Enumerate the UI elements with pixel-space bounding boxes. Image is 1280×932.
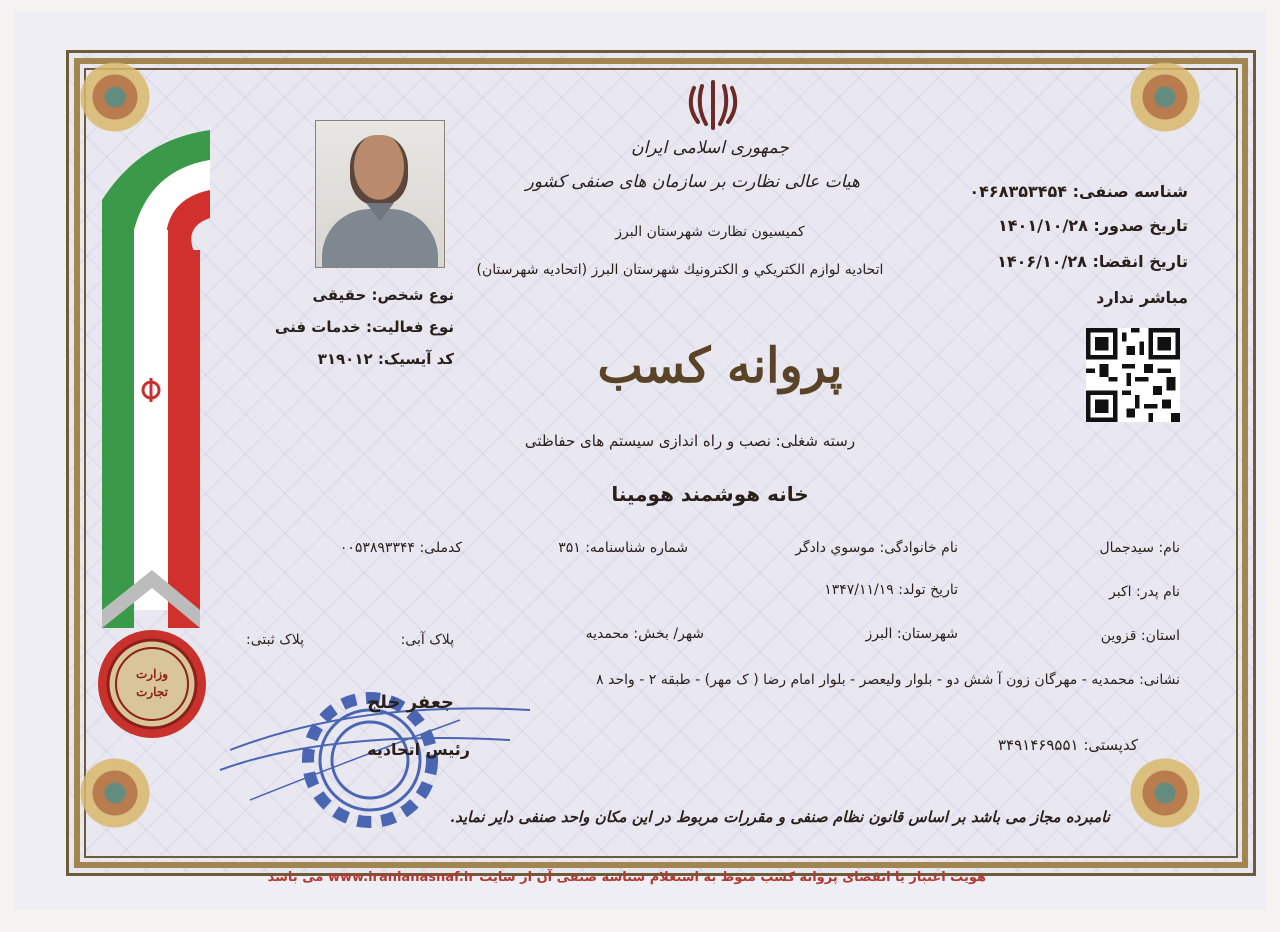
guild-id: شناسه صنفی: ۰۴۶۸۳۵۳۴۵۴	[969, 182, 1188, 201]
activity-type: نوع فعالیت: خدمات فنی	[274, 318, 454, 336]
corner-ornament-bottom-right	[1130, 758, 1200, 828]
header-union: اتحادیه لوازم الکتریکي و الکترونیك شهرستان البرز (اتحادیه شهرستان)	[476, 262, 884, 278]
id-number: شماره شناسنامه: ۳۵۱	[558, 540, 688, 556]
ministry-seal-icon	[96, 628, 208, 740]
registered-plate: پلاک ثبتی:	[246, 632, 304, 648]
county: شهرستان: البرز	[865, 626, 958, 642]
isic-code: کد آیسیک: ۳۱۹۰۱۲	[317, 350, 454, 368]
header-republic: جمهوری اسلامی ایران	[631, 138, 789, 158]
expiry-date: تاریخ انقضا: ۱۴۰۶/۱۰/۲۸	[997, 252, 1188, 271]
svg-text:وزارت: وزارت	[135, 667, 169, 681]
header-commission: کمیسیون نظارت شهرستان البرز	[615, 224, 805, 240]
first-name: نام: سیدجمال	[1099, 540, 1180, 556]
business-name: خانه هوشمند هومینا	[611, 482, 809, 506]
person-type: نوع شخص: حقیقی	[312, 286, 454, 304]
national-code: کدملی: ۰۰۵۳۸۹۳۳۴۴	[339, 540, 462, 556]
corner-ornament-bottom-left	[80, 758, 150, 828]
address: نشانی: محمدیه - مهرگان زون آ شش دو - بلوار ولیعصر - بلوار امام رضا ( ک مهر) - طبقه ۲ - واحد ۸	[596, 672, 1180, 688]
issue-date: تاریخ صدور: ۱۴۰۱/۱۰/۲۸	[998, 216, 1188, 235]
signatory-position: رئیس اتحادیه	[367, 740, 470, 759]
iran-emblem-icon	[684, 76, 742, 134]
blue-plate: پلاک آبی:	[400, 632, 454, 648]
business-category: رسته شغلی: نصب و راه اندازی سیستم های حفاظتی	[524, 432, 856, 450]
verification-note: هویت اعتبار یا انقضای پروانه کسب منوط به استعلام شناسه صنفی آن از سایت www.iranianasnaf.ir می باشد	[267, 870, 986, 885]
father-name: نام پدر: اکبر	[1109, 584, 1180, 600]
svg-text:تجارت: تجارت	[136, 685, 168, 699]
signatory-name: جعفر خلج	[367, 692, 454, 713]
birth-date: تاریخ تولد: ۱۳۴۷/۱۱/۱۹	[824, 582, 958, 598]
city: شهر/ بخش: محمدیه	[585, 626, 704, 642]
manager-status: مباشر ندارد	[1096, 288, 1188, 307]
applicant-photo	[315, 120, 445, 268]
header-board: هیات عالی نظارت بر سازمان های صنفی کشور	[525, 172, 860, 192]
legal-note: نامبرده مجاز می باشد بر اساس قانون نظام صنفی و مقررات مربوط در این مکان واحد صنفی دایر نماید.	[449, 808, 1110, 826]
last-name: نام خانوادگی: موسوي دادگر	[795, 540, 958, 556]
qr-code-icon	[1086, 328, 1180, 422]
postal-code: کدپستی: ۳۴۹۱۴۶۹۵۵۱	[998, 736, 1138, 754]
province: استان: قزوین	[1100, 628, 1180, 644]
corner-ornament-top-right	[1130, 62, 1200, 132]
flag-ribbon-icon	[100, 110, 210, 630]
certificate-title: پروانه کسب	[597, 338, 843, 394]
